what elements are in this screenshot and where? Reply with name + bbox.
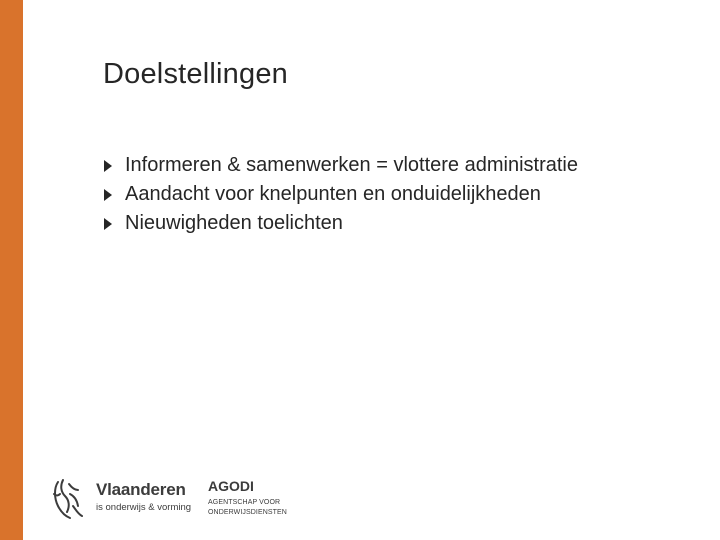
bullet-text: Nieuwigheden toelichten [125, 212, 343, 234]
accent-side-bar [0, 0, 23, 540]
bullet-list [103, 151, 578, 238]
agodi-subtitle-line-2: ONDERWIJSDIENSTEN [208, 509, 287, 516]
footer-logos [50, 470, 300, 525]
bullet-text: Informeren & samenwerken = vlottere administratie [125, 154, 578, 176]
list-item [103, 180, 578, 209]
flemish-lion-icon [50, 476, 86, 520]
agodi-logo-text: AGODI [208, 478, 254, 494]
slide-title: Doelstellingen [103, 58, 288, 90]
triangle-bullet-icon [104, 218, 112, 230]
agodi-subtitle-line-1: AGENTSCHAP VOOR [208, 499, 281, 506]
bullet-text: Aandacht voor knelpunten en onduidelijkheden [125, 183, 541, 205]
triangle-bullet-icon [104, 160, 112, 172]
list-item [103, 209, 578, 238]
vlaanderen-tagline: is onderwijs & vorming [96, 502, 192, 513]
list-item [103, 151, 578, 180]
vlaanderen-logo-text: Vlaanderen [96, 480, 186, 499]
triangle-bullet-icon [104, 189, 112, 201]
